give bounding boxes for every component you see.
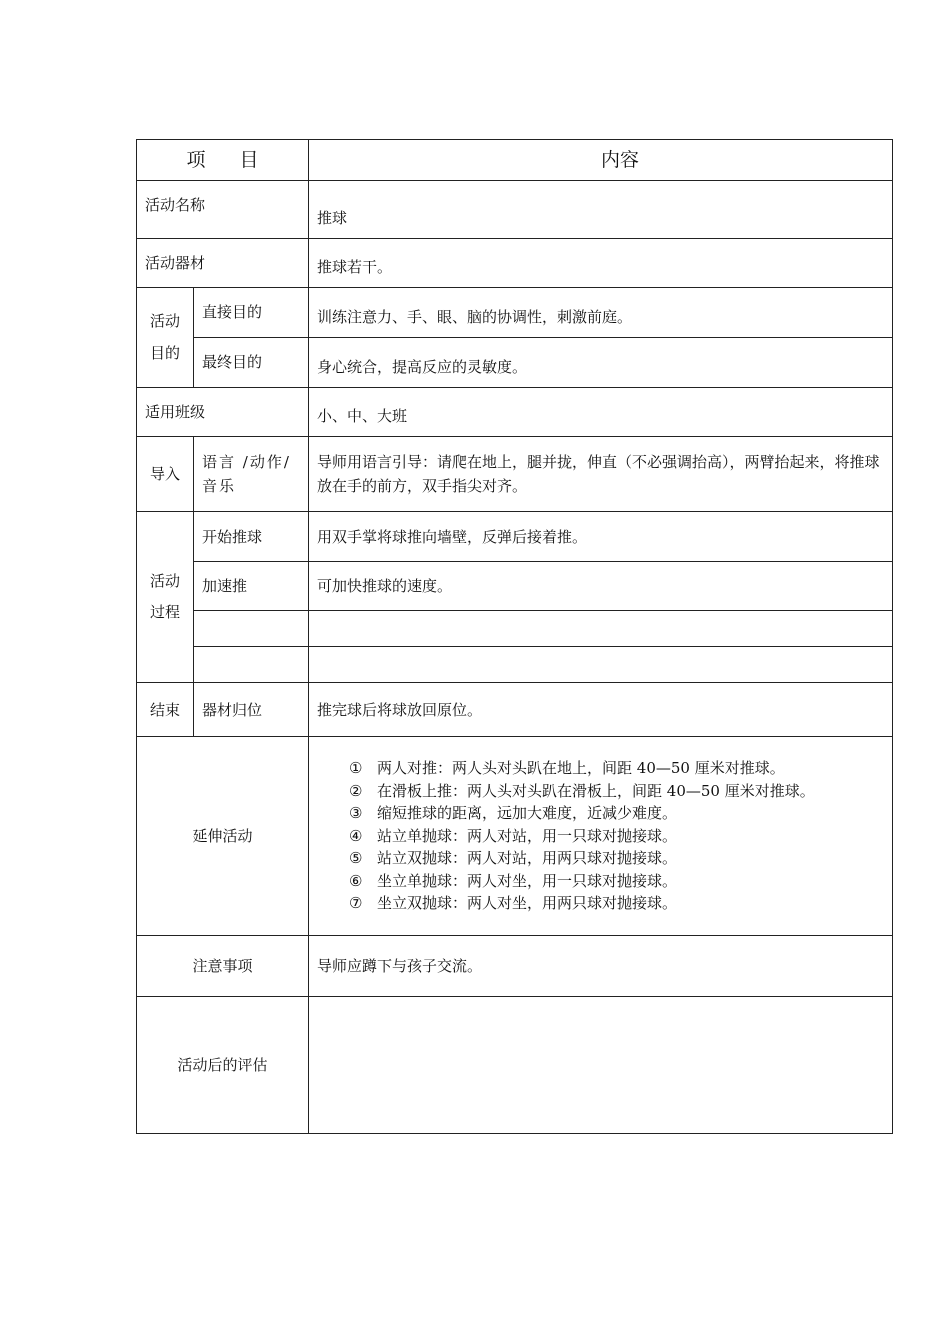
goal-label — [137, 288, 194, 388]
extension-item-text: 两人对推：两人头对头趴在地上，间距 40—50 厘米对推球。 — [377, 759, 785, 778]
process-empty-value-1 — [309, 611, 893, 647]
notes-label: 注意事项 — [137, 936, 309, 997]
header-item: 项目 — [186, 148, 293, 171]
extension-item-number: ④ — [349, 826, 363, 845]
row-extension — [137, 737, 893, 936]
extension-item — [349, 780, 884, 803]
evaluation-label: 活动后的评估 — [137, 997, 309, 1134]
goal-direct-value: 训练注意力、手、眼、脑的协调性，刺激前庭。 — [309, 288, 893, 338]
extension-item-number: ⑥ — [349, 871, 363, 890]
header-content-left: 内 — [601, 148, 621, 171]
activity-plan-table — [136, 139, 893, 1134]
equipment-value: 推球若干。 — [309, 239, 893, 288]
extension-item-number: ⑤ — [349, 849, 363, 868]
row-evaluation — [137, 997, 893, 1134]
header-content-cell — [309, 140, 893, 181]
extension-item-number: ⑦ — [349, 894, 363, 913]
process-1-value: 用双手掌将球推向墙壁，反弹后接着推。 — [309, 512, 893, 562]
row-intro — [137, 437, 893, 512]
process-2-value: 可加快推球的速度。 — [309, 562, 893, 611]
process-label-line1: 活动 — [149, 571, 180, 590]
goal-label-line2: 目的 — [149, 343, 180, 362]
class-value: 小、中、大班 — [309, 388, 893, 437]
extension-item — [349, 802, 884, 825]
row-end — [137, 683, 893, 737]
row-goal-direct — [137, 288, 893, 338]
extension-list — [317, 757, 884, 915]
process-label-line2: 过程 — [149, 603, 180, 621]
row-goal-final — [137, 338, 893, 388]
extension-item-number: ③ — [349, 804, 363, 823]
row-process-2 — [137, 562, 893, 611]
row-class — [137, 388, 893, 437]
goal-direct-label: 直接目的 — [194, 288, 309, 338]
extension-item — [349, 870, 884, 893]
process-label — [137, 512, 194, 683]
notes-value: 导师应蹲下与孩子交流。 — [309, 936, 893, 997]
header-item-cell — [137, 140, 309, 181]
extension-value — [309, 737, 893, 936]
intro-sub-label: 语言 /动作/音乐 — [194, 437, 309, 512]
extension-item — [349, 847, 884, 870]
row-process-1 — [137, 512, 893, 562]
extension-label: 延伸活动 — [137, 737, 309, 936]
row-equipment — [137, 239, 893, 288]
evaluation-value — [309, 997, 893, 1134]
extension-item-text: 站立单抛球：两人对站，用一只球对抛接球。 — [377, 826, 678, 845]
process-empty-label-2 — [194, 647, 309, 683]
goal-final-label: 最终目的 — [194, 338, 309, 388]
process-2-label: 加速推 — [194, 562, 309, 611]
header-row — [137, 140, 893, 181]
intro-label: 导入 — [137, 437, 194, 512]
extension-item — [349, 825, 884, 848]
header-content-right: 容 — [620, 148, 640, 171]
class-label: 适用班级 — [137, 388, 309, 437]
extension-item-text: 坐立单抛球：两人对坐，用一只球对抛接球。 — [377, 871, 678, 890]
goal-final-value: 身心统合，提高反应的灵敏度。 — [309, 338, 893, 388]
equipment-label: 活动器材 — [137, 239, 309, 288]
extension-item — [349, 892, 884, 915]
intro-value: 导师用语言引导：请爬在地上，腿并拢，伸直（不必强调抬高），两臂抬起来，将推球放在手的前方，双手指尖对齐。 — [309, 437, 893, 512]
row-process-empty-2 — [137, 647, 893, 683]
row-notes — [137, 936, 893, 997]
extension-item-text: 在滑板上推：两人头对头趴在滑板上，间距 40—50 厘米对推球。 — [377, 781, 815, 800]
extension-item-number: ② — [349, 781, 363, 800]
extension-item-text: 站立双抛球：两人对站，用两只球对抛接球。 — [377, 849, 678, 868]
extension-item — [349, 757, 884, 780]
end-sub-label: 器材归位 — [194, 683, 309, 737]
end-value: 推完球后将球放回原位。 — [309, 683, 893, 737]
row-activity-name — [137, 181, 893, 239]
extension-item-text: 坐立双抛球：两人对坐，用两只球对抛接球。 — [377, 894, 678, 913]
activity-name-label: 活动名称 — [137, 181, 309, 239]
end-label: 结束 — [137, 683, 194, 737]
row-process-empty-1 — [137, 611, 893, 647]
activity-name-value: 推球 — [309, 181, 893, 239]
extension-item-number: ① — [349, 759, 363, 778]
process-1-label: 开始推球 — [194, 512, 309, 562]
extension-item-text: 缩短推球的距离，远加大难度，近减少难度。 — [377, 804, 678, 823]
process-empty-label-1 — [194, 611, 309, 647]
goal-label-line1: 活动 — [149, 312, 180, 330]
process-empty-value-2 — [309, 647, 893, 683]
